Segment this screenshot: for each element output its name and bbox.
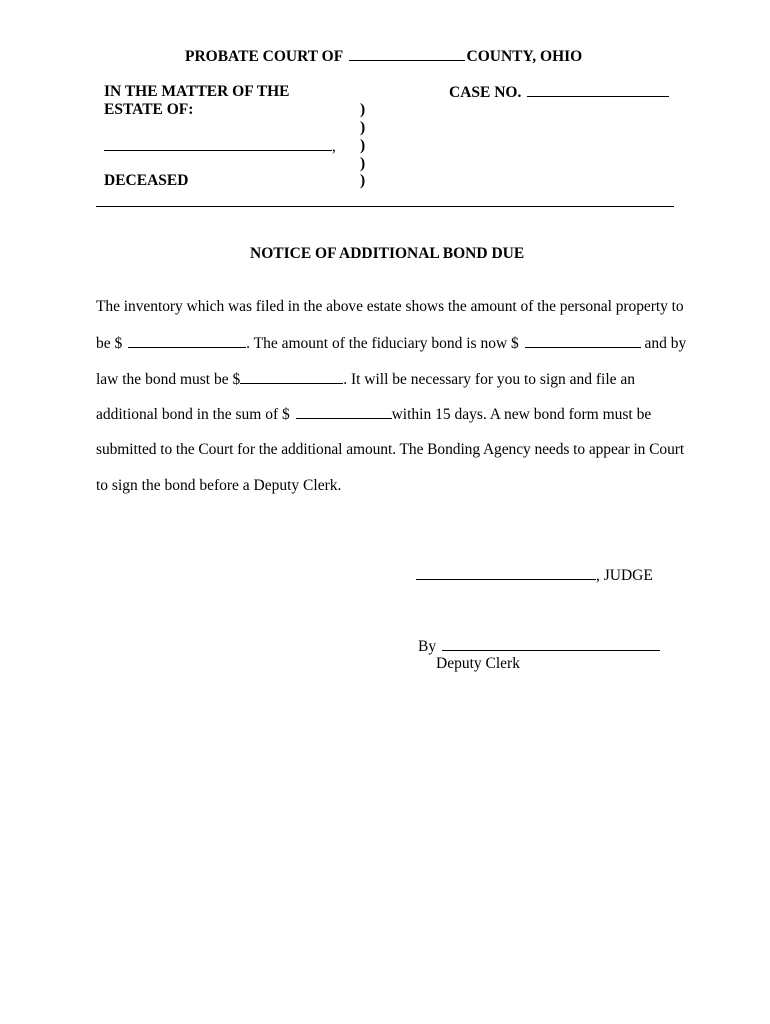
judge-signature-blank[interactable] bbox=[416, 566, 596, 580]
current-bond-amount-blank[interactable] bbox=[525, 334, 641, 348]
additional-bond-amount-blank[interactable] bbox=[296, 405, 392, 419]
body-line-5: submitted to the Court for the additional amount. The Bonding Agency needs to appear in Court bbox=[96, 441, 685, 458]
paren-1: ) bbox=[360, 101, 366, 118]
caption-divider bbox=[96, 206, 674, 207]
required-bond-amount-blank[interactable] bbox=[240, 370, 343, 384]
body-line-4 bbox=[96, 405, 651, 424]
clerk-signature-blank[interactable] bbox=[442, 637, 660, 651]
body-line-3 bbox=[96, 370, 635, 389]
court-header bbox=[185, 47, 582, 66]
paren-2: ) bbox=[360, 119, 366, 136]
law-bond-text: law the bond must be $ bbox=[96, 371, 241, 388]
case-number-blank[interactable] bbox=[527, 83, 669, 97]
personal-property-amount-blank[interactable] bbox=[128, 334, 246, 348]
paren-4: ) bbox=[360, 155, 366, 172]
additional-bond-text: additional bond in the sum of $ bbox=[96, 406, 290, 423]
paren-5: ) bbox=[360, 172, 366, 189]
decedent-name-comma: , bbox=[332, 138, 336, 155]
sign-file-text: . It will be necessary for you to sign and file an bbox=[343, 371, 636, 388]
by-label: By bbox=[418, 638, 437, 655]
fiduciary-bond-text: . The amount of the fiduciary bond is now $ bbox=[246, 335, 519, 352]
and-by-text: and by bbox=[644, 335, 687, 352]
body-line-1: The inventory which was filed in the above estate shows the amount of the personal property to bbox=[96, 298, 684, 315]
decedent-name-field bbox=[104, 137, 336, 156]
within-days-text: within 15 days. A new bond form must be bbox=[391, 406, 652, 423]
case-number-field bbox=[449, 83, 669, 102]
deputy-clerk-label: Deputy Clerk bbox=[436, 655, 520, 672]
case-no-label: CASE NO. bbox=[449, 84, 522, 101]
clerk-signature bbox=[418, 637, 660, 656]
paren-3: ) bbox=[360, 137, 366, 154]
deceased-label: DECEASED bbox=[104, 172, 189, 189]
matter-line-1: IN THE MATTER OF THE bbox=[104, 83, 290, 100]
county-ohio-label: COUNTY, OHIO bbox=[466, 48, 583, 65]
body-line-2 bbox=[96, 334, 686, 353]
body-line-6: to sign the bond before a Deputy Clerk. bbox=[96, 477, 342, 494]
property-amount-prefix: be $ bbox=[96, 335, 123, 352]
judge-label: , JUDGE bbox=[596, 567, 653, 584]
matter-line-2: ESTATE OF: bbox=[104, 101, 194, 118]
notice-title: NOTICE OF ADDITIONAL BOND DUE bbox=[250, 245, 525, 262]
probate-court-label: PROBATE COURT OF bbox=[185, 48, 343, 65]
decedent-name-blank[interactable] bbox=[104, 137, 332, 151]
judge-signature bbox=[416, 566, 653, 585]
county-name-blank[interactable] bbox=[349, 47, 465, 61]
